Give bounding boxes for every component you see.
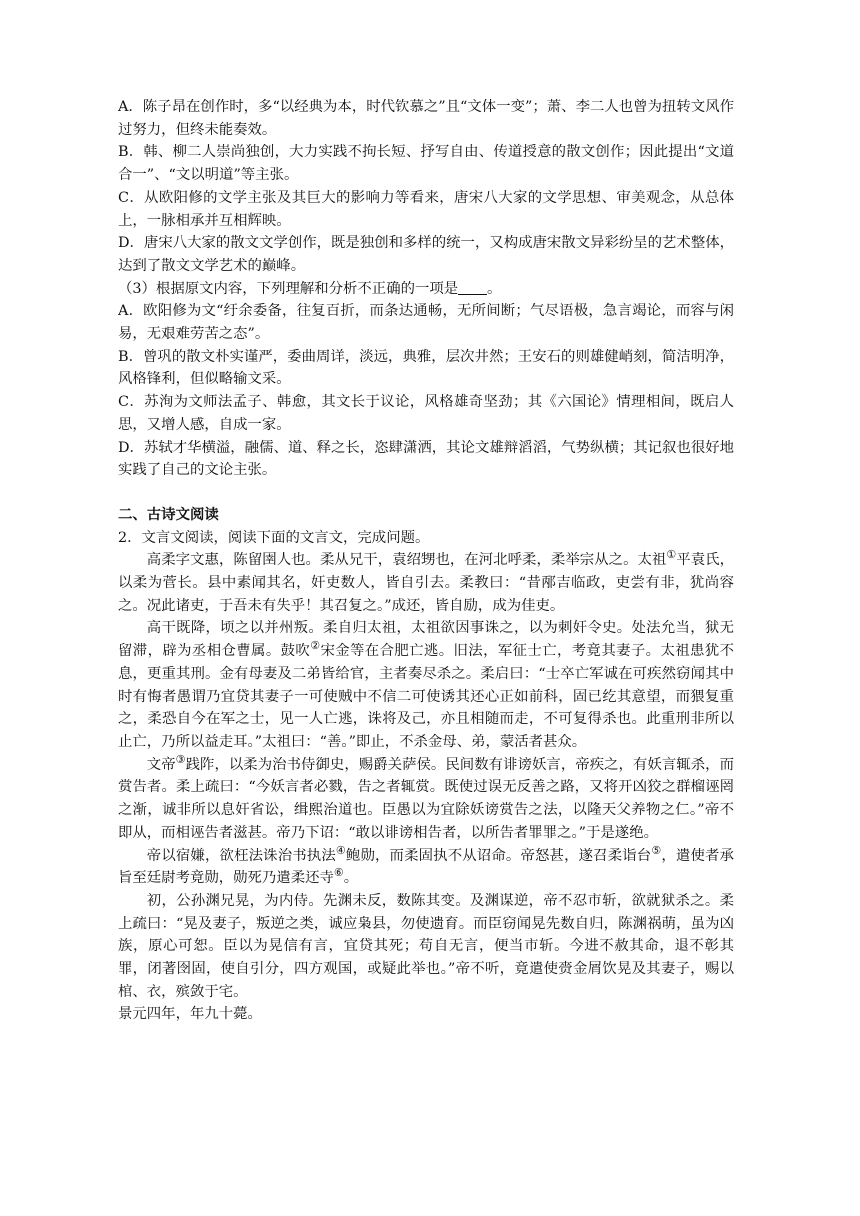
passage-paragraph-4 — [118, 845, 734, 890]
q3-stem-text: （3）根据原文内容，下列理解和分析不正确的一项是 — [118, 280, 459, 297]
question-2-intro: 2．文言文阅读，阅读下面的文言文，完成问题。 — [118, 529, 430, 546]
footnote-marker-2: ② — [310, 639, 321, 653]
para2-text-b: 宋金等在合肥亡逃。旧法，军征士亡，考竟其妻子。太祖患犹不息，更重其刑。金有母妻及二弟皆给官，主者奏尽杀之。柔启曰：“士卒亡军诚在可疾然窃闻其中时有悔者愚谓乃宜贷其妻子一可使贼中不信二可使诱其还心正如前科，固已纥其意望，而猥复重之，柔恐自今在军之士，见一人亡逃，诛将及己，亦且相随而走，不可复得杀也。此重刑非所以止亡，乃所以益走耳。”太祖曰：“善。”即止，不杀金母、弟，蒙活者甚众。 — [118, 643, 734, 750]
footnote-marker-6: ⑥ — [333, 866, 344, 880]
q2-option-d: D．唐宋八大家的散文文学创作，既是独创和多样的统一，又构成唐宋散文异彩纷呈的艺术整体，达到了散文文学艺术的巅峰。 — [118, 235, 734, 274]
answer-blank — [458, 279, 487, 294]
document-page — [118, 96, 734, 1026]
q3-stem-end: 。 — [486, 280, 502, 297]
q3-option-a: A．欧阳修为文“纡余委备，往复百折，而条达通畅，无所间断；气尽语极，急言竭论，而容与闲易，无艰难劳苦之态”。 — [118, 303, 734, 343]
footnote-marker-5: ⑤ — [651, 843, 662, 857]
para1-text-a: 高柔字文惠，陈留圉人也。柔从兄干，袁绍甥也，在河北呼柔，柔举宗从之。太祖 — [146, 552, 667, 569]
passage-paragraph-3 — [118, 754, 734, 845]
para4-text-a: 帝以宿嫌，欲枉法诛治书执法 — [146, 847, 336, 864]
passage-paragraph-5: 初，公孙渊兄晃，为内侍。先渊未反，数陈其变。及渊谋逆，帝不忍市斩，欲就狱杀之。柔上疏曰：“晃及妻子，叛逆之类，诚应枭县，勿使遗育。而臣窃闻晃先数自归，陈渊祸萌，虽为凶族，原心可恕。臣以为晃信有言，宜贷其死；苟自无言，便当市斩。今进不赦其命，退不彰其罪，闭著囹固，使自引分，四方观国，或疑此举也。”帝不听，竟遣使赍金屑饮晃及其妻子，赐以棺、衣，殡敛于宅。 — [118, 892, 734, 1000]
para3-text-b: 践阼，以柔为治书侍御史，赐爵关萨侯。民间数有诽谤妖言，帝疾之，有妖言辄杀，而赏告者。柔上疏曰：“今妖言者必戮，告之者辄赏。既使过误无反善之路，又将开凶狡之群榴诬罔之渐，诚非所以息奸省讼，缉熙治道也。臣愚以为宜除妖谤赏告之法，以隆天父养物之仁。”帝不即从，而相诬告者滋甚。帝乃下诏：“敢以诽谤相告者，以所告者罪罪之。”于是遂绝。 — [118, 756, 734, 841]
q3-option-c: C．苏洵为文师法孟子、韩愈，其文长于议论，风格雄奇坚劲；其《六国论》情理相间，既启人思，又增人感，自成一家。 — [118, 394, 734, 433]
para4-text-d: 。 — [343, 870, 359, 887]
q3-option-d: D．苏轼才华横溢，融儒、道、释之长，恣肆潇洒，其论文雄辩滔滔，气势纵横；其记叙也很好地实践了自己的文论主张。 — [118, 439, 734, 479]
para4-text-b: 鲍勋，而柔固执不从诏命。帝怒甚，遂召柔诣台 — [345, 847, 652, 864]
footnote-marker-3: ③ — [175, 752, 186, 766]
q2-option-a: A．陈子昂在创作时，多“以经典为本，时代钦慕之”且“文体一变”；萧、李二人也曾为扭转文风作过努力，但终未能奏效。 — [118, 99, 734, 138]
para3-text-a: 文帝 — [146, 756, 176, 773]
q3-option-b: B．曾巩的散文朴实谨严，委曲周详，淡远，典雅，层次井然；王安石的则雄健峭刻，简洁明净，风格锋利，但似略输文采。 — [118, 348, 734, 388]
passage-paragraph-1 — [118, 549, 734, 617]
para1-text-b: 平袁氏，以柔为菅长。县中素闻其名，奸吏数人，皆自引去。柔教曰：“昔邴吉临政，吏尝有非，犹尚容之。况此诸吏，于吾未有失乎！其召复之。”成还，皆自励，成为佳吏。 — [118, 552, 734, 614]
q2-option-c: C．从欧阳修的文学主张及其巨大的影响力等看来，唐宋八大家的文学思想、审美观念，从总体上，一脉相承并互相辉映。 — [118, 189, 734, 229]
q3-stem — [118, 278, 734, 301]
footnote-marker-1: ① — [666, 548, 677, 562]
q2-option-b: B．韩、柳二人崇尚独创，大力实践不拘长短、抒写自由、传道授意的散文创作；因此提出“文道合一”、“文以明道”等主张。 — [118, 144, 734, 184]
passage-closing: 景元四年，年九十薨。 — [118, 1006, 262, 1023]
para2-text-a: 高干既降，顷之以并州叛。柔自归太祖，太祖欲因事诛之，以为刺奸令史。处法允当，狱无留滞，辟为丞相仓曹属。鼓吹 — [118, 620, 734, 660]
section-gap — [118, 482, 734, 504]
passage-paragraph-2 — [118, 617, 734, 753]
section-title: 二、古诗文阅读 — [118, 505, 219, 523]
para4-text-c: ，遣使者承旨至廷尉考竟勋，勋死乃遣柔还寺 — [118, 847, 734, 887]
footnote-marker-4: ④ — [335, 843, 346, 857]
